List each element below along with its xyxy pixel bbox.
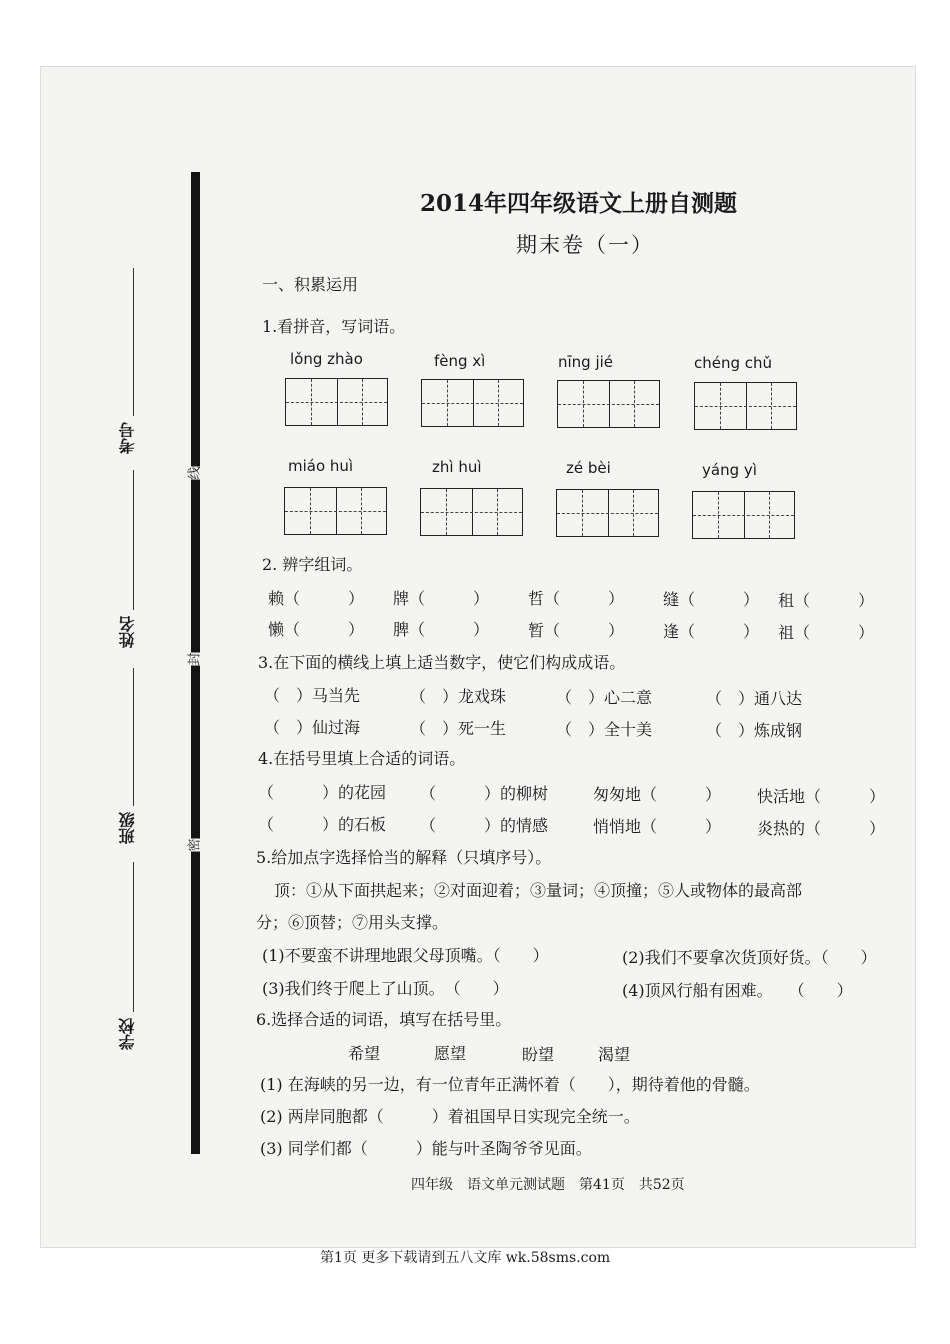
writing-grid[interactable] xyxy=(284,487,387,535)
pinyin-label: zhì huì xyxy=(432,458,482,476)
section-heading: 一、积累运用 xyxy=(262,275,359,294)
q4-prompt: 4.在括号里填上合适的词语。 xyxy=(258,749,466,768)
q4-item[interactable]: （ ）的情感 xyxy=(420,816,549,835)
q4-item[interactable]: （ ）的花园 xyxy=(258,783,387,802)
seal-char-xian: 线 xyxy=(187,466,203,480)
q6-prompt: 6.选择合适的词语，填写在括号里。 xyxy=(256,1010,512,1029)
page-title: 2014年四年级语文上册自测题 xyxy=(420,190,738,217)
q5-item[interactable]: (3)我们终于爬上了山顶。 （ ） xyxy=(262,979,509,998)
q5-prompt: 5.给加点字选择恰当的解释（只填序号）。 xyxy=(256,848,552,867)
q3-prompt: 3.在下面的横线上填上适当数字，使它们构成成语。 xyxy=(258,653,626,672)
q2-item[interactable]: 逢（ ） xyxy=(663,622,760,641)
label-exam-number: 考号 xyxy=(118,422,137,454)
seal-char-mi: 密 xyxy=(187,838,203,852)
pinyin-label: miáo huì xyxy=(288,457,354,475)
label-school: 学校 xyxy=(118,1018,137,1050)
q6-word: 渴望 xyxy=(598,1045,631,1064)
name-line xyxy=(133,470,134,610)
writing-grid[interactable] xyxy=(692,491,795,539)
label-class: 班级 xyxy=(118,812,137,844)
writing-grid[interactable] xyxy=(556,489,659,537)
q3-item[interactable]: （ ）死一生 xyxy=(410,719,507,738)
q2-item[interactable]: 懒（ ） xyxy=(268,620,365,639)
writing-grid[interactable] xyxy=(420,488,523,536)
exam-number-line xyxy=(133,268,134,416)
q2-item[interactable]: 哲（ ） xyxy=(528,589,625,608)
q5-item[interactable]: (4)顶风行船有困难。 （ ） xyxy=(622,981,853,1000)
q2-prompt: 2. 辨字组词。 xyxy=(262,555,363,574)
q5-definitions: 顶：①从下面拱起来；②对面迎着；③量词；④顶撞；⑤人或物体的最高部 xyxy=(274,881,803,900)
q5-definitions-cont: 分；⑥顶替；⑦用头支撑。 xyxy=(256,913,449,932)
q1-prompt: 1.看拼音，写词语。 xyxy=(262,317,406,336)
q6-word: 盼望 xyxy=(522,1045,555,1064)
pinyin-label: zé bèi xyxy=(566,459,611,477)
q2-item[interactable]: 缝（ ） xyxy=(663,590,760,609)
pinyin-label: lǒng zhào xyxy=(290,350,363,368)
q4-item[interactable]: 快活地（ ） xyxy=(757,787,886,806)
writing-grid[interactable] xyxy=(694,382,797,430)
pinyin-label: fèng xì xyxy=(434,352,486,370)
q6-item[interactable]: (1) 在海峡的另一边，有一位青年正满怀着（ ），期待着他的骨髓。 xyxy=(260,1075,760,1094)
q4-item[interactable]: 悄悄地（ ） xyxy=(593,817,722,836)
q6-word: 希望 xyxy=(348,1044,381,1063)
q4-item[interactable]: （ ）的柳树 xyxy=(420,784,549,803)
q2-item[interactable]: 赖（ ） xyxy=(268,589,365,608)
writing-grid[interactable] xyxy=(557,380,660,428)
class-line xyxy=(133,668,134,806)
pinyin-label: yáng yì xyxy=(702,461,757,479)
q2-item[interactable]: 脾（ ） xyxy=(393,620,490,639)
q3-item[interactable]: （ ）仙过海 xyxy=(264,718,361,737)
q6-item[interactable]: (3) 同学们都（ ）能与叶圣陶爷爷见面。 xyxy=(260,1139,592,1158)
q2-item[interactable]: 祖（ ） xyxy=(778,623,875,642)
download-notice: 第1页 更多下载请到五八文库 wk.58sms.com xyxy=(320,1250,611,1266)
q4-item[interactable]: 炎热的（ ） xyxy=(757,819,886,838)
q4-item[interactable]: （ ）的石板 xyxy=(258,815,387,834)
writing-grid[interactable] xyxy=(285,378,388,426)
writing-grid[interactable] xyxy=(421,379,524,427)
q4-item[interactable]: 匆匆地（ ） xyxy=(593,785,722,804)
pinyin-label: nīng jié xyxy=(558,353,614,371)
q2-item[interactable]: 牌（ ） xyxy=(393,589,490,608)
q2-item[interactable]: 暂（ ） xyxy=(528,621,625,640)
page-footer: 四年级 语文单元测试题 第41页 共52页 xyxy=(411,1177,685,1193)
q3-item[interactable]: （ ）心二意 xyxy=(556,688,653,707)
q2-item[interactable]: 租（ ） xyxy=(778,591,875,610)
label-name: 姓名 xyxy=(118,616,137,648)
q3-item[interactable]: （ ）炼成钢 xyxy=(706,721,803,740)
q6-word: 愿望 xyxy=(434,1044,467,1063)
q3-item[interactable]: （ ）马当先 xyxy=(264,686,361,705)
q5-item[interactable]: (2)我们不要拿次货顶好货。（ ） xyxy=(622,948,877,967)
q6-item[interactable]: (2) 两岸同胞都（ ）着祖国早日实现完全统一。 xyxy=(260,1107,640,1126)
page-subtitle: 期末卷（一） xyxy=(516,233,654,257)
pinyin-label: chéng chǔ xyxy=(694,354,773,372)
q3-item[interactable]: （ ）全十美 xyxy=(556,720,653,739)
q3-item[interactable]: （ ）龙戏珠 xyxy=(410,687,507,706)
q3-item[interactable]: （ ）通八达 xyxy=(706,689,803,708)
school-line xyxy=(133,862,134,1012)
q5-item[interactable]: (1)不要蛮不讲理地跟父母顶嘴。（ ） xyxy=(262,946,549,965)
seal-char-feng: 封 xyxy=(187,652,203,666)
